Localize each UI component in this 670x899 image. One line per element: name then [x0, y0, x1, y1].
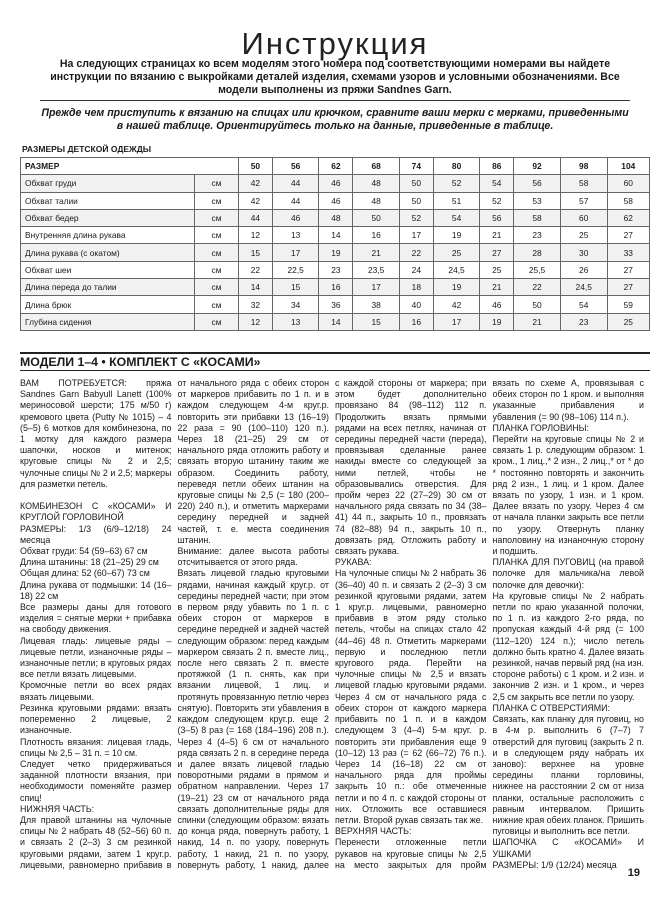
measurement-value: 25	[433, 244, 480, 261]
measurement-value: 21	[480, 227, 514, 244]
measurement-value: 46	[480, 296, 514, 313]
measurement-value: 16	[353, 227, 400, 244]
model-heading: МОДЕЛИ 1–4 • КОМПЛЕКТ С «КОСАМИ»	[20, 352, 650, 371]
measurement-value: 22	[239, 261, 273, 278]
measurement-value: 58	[560, 175, 607, 192]
measurement-value: 15	[272, 279, 319, 296]
measurements-notice: Прежде чем приступить к вязанию на спицах или крючком, сравните ваши мерки с мерками, приведенными в нашей таблице. Ориентируйтесь только на данные, приведенные в таблице.	[40, 100, 630, 133]
measurement-value: 25,5	[514, 261, 561, 278]
intro-text: На следующих страницах ко всем моделям этого номера под соответствующими номерами вы найдете инструкции по вязанию с выкройками деталей изделия, схемами узоров и условными обозначениями. Все модели выполнены из пряжи Sandnes Garn.	[50, 58, 620, 96]
sizes-table-header-row	[21, 158, 650, 175]
size-column-header: 56	[272, 158, 319, 175]
measurement-value: 46	[319, 175, 353, 192]
measurement-value: 22	[399, 244, 433, 261]
table-row	[21, 227, 650, 244]
measurement-value: 27	[607, 227, 649, 244]
measurement-value: 13	[272, 227, 319, 244]
measurement-value: 44	[239, 209, 273, 226]
table-row	[21, 175, 650, 192]
measurement-value: 50	[353, 209, 400, 226]
measurement-value: 23	[514, 227, 561, 244]
sizes-table	[20, 157, 650, 331]
column-text: вязать по схеме А, провязывая с обеих сторон по 1 кром. и выполняя указанные прибавления и убавления (= 90 (98–106) 114 п.). ПЛАНКА ГОРЛОВИНЫ: Перейти на круговые спицы № 2 и связать 1 р. следующим образом: 1 кром., 1 лиц.,* 2 изн., 2 лиц.,* от * до * постоянно повторять и закончить ряд 2 изн., 1 лиц. и 1 кром. Далее вязать по узору, 1 изн. и 1 кром. Далее вязать по узору. Через 4 см от начала планки закрыть все петли по узору. Отвернуть планку наполовину на изнаночную сторону и подшить. ПЛАНКА ДЛЯ ПУГОВИЦ (на правой полочке для мальчика/на левой полочке для девочки): На круговые спицы № 2 набрать петли по краю указанной полочки, по 1 п. из каждого 2-го ряда, по пропуская каждый 4-й ряд (= 100 (112–120) 124 п.); число петель должно быть кратно 4. Далее вязать резинкой, начав первый ряд (на изн. стороне работы) с 1 кром. и 2 изн. и закончив 2 изн. и 1 кром., и через 2,5 см закрыть все петли по узору. ПЛАНКА С ОТВЕРСТИЯМИ: Связать, как планку для пуговиц, но в 4-м р. выполнить 6 (7–7) 7 отверстий для пуговиц (закрыть 2 п. и в следующем ряду набрать их заново): верхнее на уровне середины планки горловины, нижнее на расстоянии 2 см от низа планки, остальные расположить с равным интервалом. Пришить нижние края обеих планок. Пришить пуговицы и выполнить все петли. ШАПОЧКА С «КОСАМИ» И УШКАМИ РАЗМЕРЫ: 1/9 (12/24) месяца	[492, 378, 644, 870]
size-column-header: 98	[560, 158, 607, 175]
measurement-value: 44	[272, 175, 319, 192]
measurement-value: 56	[514, 175, 561, 192]
measurement-value: 27	[607, 279, 649, 296]
instruction-columns	[20, 378, 650, 870]
measurement-value: 48	[353, 192, 400, 209]
measurement-unit: см	[195, 175, 239, 192]
measurement-value: 52	[480, 192, 514, 209]
measurement-value: 46	[272, 209, 319, 226]
measurement-value: 50	[399, 175, 433, 192]
measurement-value: 48	[319, 209, 353, 226]
measurement-value: 51	[433, 192, 480, 209]
size-column-header: 86	[480, 158, 514, 175]
measurement-value: 16	[399, 313, 433, 330]
measurement-value: 15	[239, 244, 273, 261]
measurement-label: Глубина сидения	[21, 313, 195, 330]
measurement-unit: см	[195, 313, 239, 330]
instruction-column	[20, 378, 178, 870]
measurement-value: 24,5	[560, 279, 607, 296]
measurement-value: 27	[607, 261, 649, 278]
measurement-value: 19	[480, 313, 514, 330]
measurement-value: 12	[239, 313, 273, 330]
measurement-unit: см	[195, 296, 239, 313]
column-text: от начального ряда с обеих сторон от маркеров прибавить по 1 п. и в каждом следующем 4-м круг.р. повторить эти прибавки 13 (16–19) 22 раза = 90 (100–110) 120 п.). Через 18 (21–25) 29 см от начального ряда отложить работу и связать вторую штанину таким же образом. Соединить работу, переведя петли обеих штанин на круговые спицы № 2,5 (= 180 (200–220) 240 п.), и отметить маркерами середину передней и задней частей, т. е. места соединения штанин. Внимание: далее высота работы отсчитывается от этого ряда. Вязать лицевой гладью круговыми рядами, начиная каждый круг.р. от середины передней части; при этом в первом ряду убавить по 1 п. с обеих сторон от маркеров в середине передней и задней частей следующим образом: перед каждым маркером связать 2 п. вместе лиц., после него связать 2 п. вместе протяжкой (1 п. снять, как при вязании лицевой, 1 лиц. и протянуть провязанную петлю через снятую). Повторить эти убавления в каждом следующем круг.р. еще 2 (3–5) 8 раз (= 168 (184–196) 208 п.). Через 4 (4–5) 6 см от начального ряда связать 2 п. в середине переда и далее вязать лицевой гладью поворотными рядами в прямом и обратном направлении. Через 17 (19–21) 23 см от начального ряда связать дополнительные ряды для спинки (следующим образом: вязать до конца ряда, повернуть работу, 1 накид, 14 п. по узору, повернуть работу, 1 накид, 21 п. по узору, повернуть работу, 1 накид, далее	[177, 378, 329, 870]
sizes-table-heading: РАЗМЕРЫ ДЕТСКОЙ ОДЕЖДЫ	[22, 144, 152, 154]
measurement-value: 60	[560, 209, 607, 226]
column-text: ВАМ ПОТРЕБУЕТСЯ: пряжа Sandnes Garn Babyull Lanett (100% мериносовой шерсти; 175 м/50 г) кремового цвета (Putty № 1015) – 4 (5–5) 6 мотков для комбинезона, по 1 мотку для каждого размера шапочки, носков и митенок; круговые спицы № 2 и 2,5; чулочные спицы № 2 и 2,5; маркеры для разметки петель. КОМБИНЕЗОН С «КОСАМИ» И КРУГЛОЙ ГОРЛОВИНОЙ РАЗМЕРЫ: 1/3 (6/9–12/18) 24 месяца Обхват груди: 54 (59–63) 67 см Длина штанины: 18 (21–25) 29 см Общая длина: 52 (60–67) 73 см Длина рукава от подмышки: 14 (16–18) 22 см Все размеры даны для готового изделия = снятые мерки + прибавка на свободу движения. Лицевая гладь: лицевые ряды – лицевые петли, изнаночные ряды – изнаночные петли; в круговых рядах все петли вязать лицевыми. Кромочные петли во всех рядах вязать лицевыми. Резинка круговыми рядами: вязать попеременно 2 лицевые, 2 изнаночные. Плотность вязания: лицевая гладь, спицы № 2,5 – 31 п. = 10 см. Следует четко придерживаться заданной плотности вязания, при необходимости поменяйте размер спиц! НИЖНЯЯ ЧАСТЬ: Для правой штанины на чулочные спицы № 2 набрать 48 (52–56) 60 п. и связать 2 (2–3) 3 см резинкой круговыми рядами, затем 1 круг.р. лицевыми, равномерно прибавив в	[20, 378, 172, 870]
measurement-value: 58	[514, 209, 561, 226]
measurement-value: 26	[560, 261, 607, 278]
measurement-unit: см	[195, 209, 239, 226]
measurement-value: 16	[319, 279, 353, 296]
measurement-value: 34	[272, 296, 319, 313]
measurement-value: 46	[319, 192, 353, 209]
measurement-value: 18	[399, 279, 433, 296]
measurement-value: 24,5	[433, 261, 480, 278]
table-row	[21, 192, 650, 209]
measurement-value: 30	[560, 244, 607, 261]
measurement-value: 59	[607, 296, 649, 313]
measurement-value: 25	[480, 261, 514, 278]
measurement-value: 44	[272, 192, 319, 209]
measurement-value: 42	[433, 296, 480, 313]
measurement-value: 14	[319, 313, 353, 330]
measurement-value: 17	[433, 313, 480, 330]
measurement-value: 54	[560, 296, 607, 313]
measurement-value: 22	[514, 279, 561, 296]
measurement-unit: см	[195, 279, 239, 296]
measurement-unit: см	[195, 192, 239, 209]
size-column-header: 62	[319, 158, 353, 175]
measurement-value: 21	[514, 313, 561, 330]
measurement-value: 23	[319, 261, 353, 278]
measurement-value: 53	[514, 192, 561, 209]
measurement-value: 14	[239, 279, 273, 296]
measurement-value: 22,5	[272, 261, 319, 278]
measurement-value: 32	[239, 296, 273, 313]
measurement-label: Длина переда до талии	[21, 279, 195, 296]
measurement-value: 52	[433, 175, 480, 192]
measurement-value: 60	[607, 175, 649, 192]
measurement-unit: см	[195, 261, 239, 278]
measurement-label: Длина рукава (с окатом)	[21, 244, 195, 261]
table-row	[21, 296, 650, 313]
size-column-header: 80	[433, 158, 480, 175]
table-row	[21, 261, 650, 278]
measurement-value: 62	[607, 209, 649, 226]
measurement-value: 19	[319, 244, 353, 261]
measurement-value: 28	[514, 244, 561, 261]
page-title: Инструкция	[241, 26, 429, 61]
measurement-value: 36	[319, 296, 353, 313]
measurement-value: 19	[433, 227, 480, 244]
measurement-value: 12	[239, 227, 273, 244]
measurement-value: 57	[560, 192, 607, 209]
measurement-value: 52	[399, 209, 433, 226]
measurement-value: 13	[272, 313, 319, 330]
measurement-value: 42	[239, 175, 273, 192]
measurement-label: Обхват бедер	[21, 209, 195, 226]
size-column-header: 74	[399, 158, 433, 175]
measurement-label: Обхват груди	[21, 175, 195, 192]
table-row	[21, 313, 650, 330]
measurement-value: 17	[399, 227, 433, 244]
measurement-value: 40	[399, 296, 433, 313]
instruction-column	[178, 378, 336, 870]
measurement-value: 50	[514, 296, 561, 313]
measurement-value: 14	[319, 227, 353, 244]
measurement-value: 25	[607, 313, 649, 330]
measurement-value: 17	[272, 244, 319, 261]
size-header-label: РАЗМЕР	[21, 158, 239, 175]
size-column-header: 50	[239, 158, 273, 175]
measurement-value: 15	[353, 313, 400, 330]
measurement-unit: см	[195, 227, 239, 244]
measurement-value: 25	[560, 227, 607, 244]
measurement-label: Обхват шеи	[21, 261, 195, 278]
measurement-value: 23	[560, 313, 607, 330]
measurement-value: 48	[353, 175, 400, 192]
measurement-value: 58	[607, 192, 649, 209]
measurement-value: 24	[399, 261, 433, 278]
measurement-value: 19	[433, 279, 480, 296]
size-column-header: 92	[514, 158, 561, 175]
size-column-header: 68	[353, 158, 400, 175]
measurement-unit: см	[195, 244, 239, 261]
measurement-value: 42	[239, 192, 273, 209]
measurement-value: 54	[480, 175, 514, 192]
column-text: с каждой стороны от маркера; при этом будет дополнительно провязано 84 (98–112) 112 п. Продолжить вязать прямыми рядами на всех петлях, начиная от середины передней части (переда), провязывая сделанные ранее накиды вместе со следующей за ними петлей, чтобы не образовывались отверстия. Для пройм через 22 (27–29) 30 см от начального ряда связать по 34 (38–41) 44 п., закрыть 10 п., провязать 74 (82–88) 94 п., закрыть 10 п., довязать ряд. Отложить работу и связать рукава. РУКАВА: На чулочные спицы № 2 набрать 36 (36–40) 40 п. и связать 2 (2–3) 3 см резинкой круговыми рядами, затем 1 круг.р. лицевыми, равномерно прибавив в этом ряду столько петель, чтобы на спицах стало 42 (44–46) 48 п. Отметить маркерами первую и последнюю петли кругового ряда. Перейти на чулочные спицы № 2,5 и вязать лицевой гладью круговыми рядами. Через 4 см от начального ряда с обеих сторон от каждого маркера прибавить по 1 п. и в каждом следующем 3 (4–4) 5-м круг. р. повторить эти прибавления еще 9 (10–12) 13 раз (= 62 (66–72) 76 п.). Через 14 (16–18) 22 см от начального ряда для проймы закрыть 10 п.: обе отмеченные петли и по 4 п. с каждой стороны от них. Отложить все оставшиеся петли. Второй рукав связать так же. ВЕРХНЯЯ ЧАСТЬ: Перенести отложенные петли рукавов на круговые спицы № 2,5 на место закрытых для пройм	[335, 378, 487, 870]
measurement-label: Обхват талии	[21, 192, 195, 209]
table-row	[21, 209, 650, 226]
measurement-label: Внутренняя длина рукава	[21, 227, 195, 244]
measurement-value: 21	[353, 244, 400, 261]
measurement-value: 38	[353, 296, 400, 313]
size-column-header: 104	[607, 158, 649, 175]
measurement-value: 54	[433, 209, 480, 226]
measurement-value: 23,5	[353, 261, 400, 278]
measurement-label: Длина брюк	[21, 296, 195, 313]
measurement-value: 21	[480, 279, 514, 296]
instruction-column	[335, 378, 493, 870]
page-number: 19	[627, 867, 640, 879]
instruction-column	[493, 378, 651, 870]
measurement-value: 50	[399, 192, 433, 209]
measurement-value: 33	[607, 244, 649, 261]
measurement-value: 27	[480, 244, 514, 261]
measurement-value: 17	[353, 279, 400, 296]
table-row	[21, 244, 650, 261]
table-row	[21, 279, 650, 296]
measurement-value: 56	[480, 209, 514, 226]
